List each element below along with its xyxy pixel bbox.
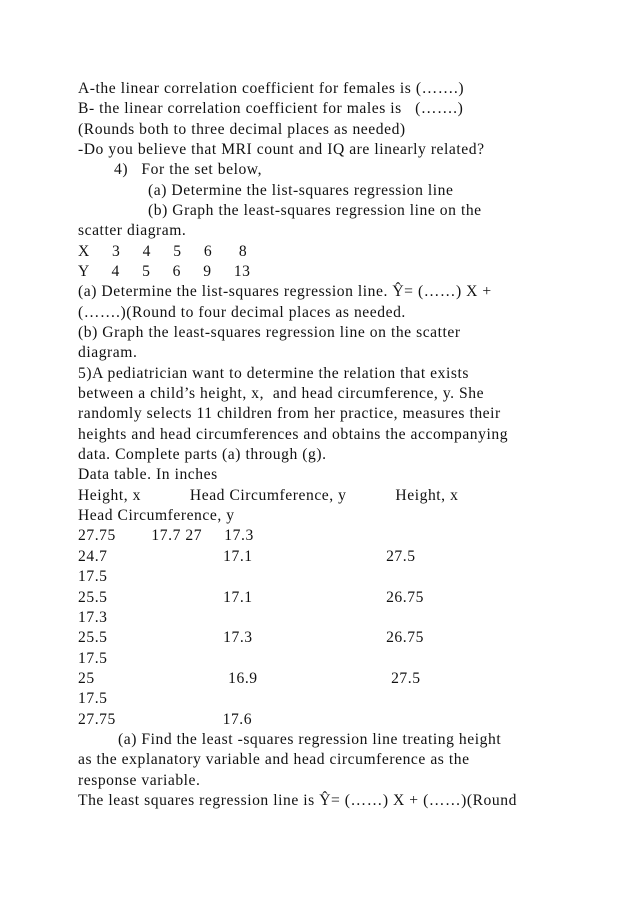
text-line-22: Head Circumference, y [78,507,235,524]
text-line-9: X 3 4 5 6 8 [78,243,248,260]
text-line-10: Y 4 5 6 9 13 [78,263,251,280]
text-line-34: as the explanatory variable and head circumference as the [78,751,470,768]
text-line-30: 25 16.9 27.5 [78,670,421,687]
text-line-32: 27.75 17.6 [78,711,253,728]
text-line-25: 17.5 [78,568,108,585]
text-line-26: 25.5 17.1 26.75 [78,589,424,606]
text-line-33: (a) Find the least -squares regression line treating height [118,731,502,748]
text-line-8: scatter diagram. [78,222,187,239]
text-line-35: response variable. [78,772,201,789]
text-line-29: 17.5 [78,650,108,667]
text-line-5: 4) For the set below, [114,161,263,178]
text-line-19: data. Complete parts (a) through (g). [78,446,327,463]
text-line-3: (Rounds both to three decimal places as needed) [78,121,406,138]
text-line-21: Height, x Head Circumference, y Height, x [78,487,459,504]
text-line-31: 17.5 [78,690,108,707]
text-line-36: The least squares regression line is Ŷ= (……) X + (……)(Round [78,792,517,809]
text-line-16: between a child’s height, x, and head circumference, y. She [78,385,485,402]
text-line-4: -Do you believe that MRI count and IQ are linearly related? [78,141,485,158]
text-line-6: (a) Determine the list-squares regression line [148,182,454,199]
text-line-20: Data table. In inches [78,466,218,483]
text-line-24: 24.7 17.1 27.5 [78,548,416,565]
text-line-11: (a) Determine the list-squares regression line. Ŷ= (……) X + [78,283,492,300]
text-line-23: 27.75 17.7 27 17.3 [78,527,254,544]
text-line-18: heights and head circumferences and obtains the accompanying [78,426,509,443]
text-line-12: (…….)(Round to four decimal places as needed. [78,304,406,321]
text-line-27: 17.3 [78,609,108,626]
text-line-7: (b) Graph the least-squares regression line on the [148,202,482,219]
text-line-1: A-the linear correlation coefficient for females is (…….) [78,80,465,97]
text-line-13: (b) Graph the least-squares regression line on the scatter [78,324,461,341]
text-line-15: 5)A pediatrician want to determine the relation that exists [78,365,469,382]
text-line-14: diagram. [78,344,138,361]
text-line-2: B- the linear correlation coefficient for males is (…….) [78,100,464,117]
text-line-17: randomly selects 11 children from her practice, measures their [78,405,501,422]
text-line-28: 25.5 17.3 26.75 [78,629,424,646]
